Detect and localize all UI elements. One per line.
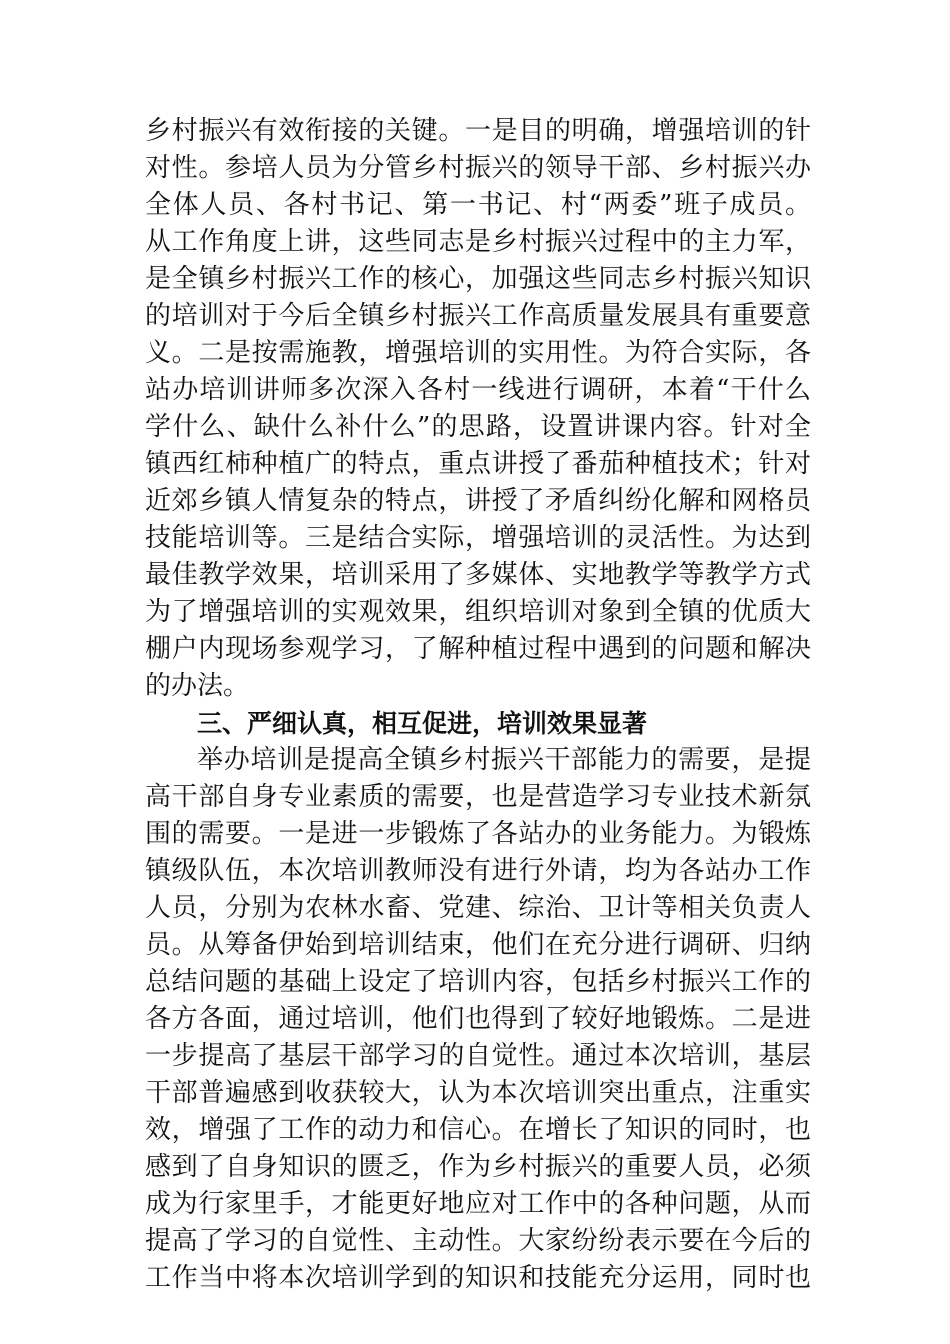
text-line: 总结问题的基础上设定了培训内容，包括乡村振兴工作的 [145, 967, 811, 997]
text-line: 为了增强培训的实观效果，组织培训对象到全镇的优质大 [145, 597, 811, 627]
paragraph [145, 742, 811, 1297]
text-line: 围的需要。一是进一步锻炼了各站办的业务能力。为锻炼 [145, 819, 811, 849]
text-line: 干部普遍感到收获较大，认为本次培训突出重点，注重实 [145, 1078, 811, 1108]
text-line: 效，增强了工作的动力和信心。在增长了知识的同时，也 [145, 1115, 811, 1145]
text-line: 员。从筹备伊始到培训结束，他们在充分进行调研、归纳 [145, 930, 811, 960]
text-line: 学什么、缺什么补什么”的思路，设置讲课内容。针对全 [145, 412, 811, 442]
section-heading: 三、严细认真，相互促进，培训效果显著 [197, 709, 648, 738]
text-line: 各方各面，通过培训，他们也得到了较好地锻炼。二是进 [145, 1004, 811, 1034]
text-line: 对性。参培人员为分管乡村振兴的领导干部、乡村振兴办 [145, 153, 811, 183]
text-line: 站办培训讲师多次深入各村一线进行调研，本着“干什么 [145, 375, 811, 405]
text-line: 近郊乡镇人情复杂的特点，讲授了矛盾纠纷化解和网格员 [145, 486, 811, 516]
text-line: 感到了自身知识的匮乏，作为乡村振兴的重要人员，必须 [145, 1152, 811, 1182]
text-line: 镇西红柿种植广的特点，重点讲授了番茄种植技术；针对 [145, 449, 811, 479]
text-line: 提高了学习的自觉性、主动性。大家纷纷表示要在今后的 [145, 1226, 811, 1256]
paragraph-continued [145, 113, 811, 705]
text-line: 举办培训是提高全镇乡村振兴干部能力的需要，是提 [197, 745, 811, 775]
text-line: 最佳教学效果，培训采用了多媒体、实地教学等教学方式 [145, 560, 811, 590]
text-line: 工作当中将本次培训学到的知识和技能充分运用，同时也 [145, 1263, 811, 1293]
text-line: 棚户内现场参观学习，了解种植过程中遇到的问题和解决 [145, 634, 811, 664]
text-line: 乡村振兴有效衔接的关键。一是目的明确，增强培训的针 [145, 116, 811, 146]
text-line: 人员，分别为农林水畜、党建、综治、卫计等相关负责人 [145, 893, 811, 923]
text-line: 义。二是按需施教，增强培训的实用性。为符合实际，各 [145, 338, 811, 368]
text-line: 的培训对于今后全镇乡村振兴工作高质量发展具有重要意 [145, 301, 811, 331]
text-line: 成为行家里手，才能更好地应对工作中的各种问题，从而 [145, 1189, 811, 1219]
document-body [145, 113, 811, 1297]
text-line: 是全镇乡村振兴工作的核心，加强这些同志乡村振兴知识 [145, 264, 811, 294]
text-line: 技能培训等。三是结合实际，增强培训的灵活性。为达到 [145, 523, 811, 553]
text-line: 从工作角度上讲，这些同志是乡村振兴过程中的主力军， [145, 227, 811, 257]
text-line: 高干部自身专业素质的需要，也是营造学习专业技术新氛 [145, 782, 811, 812]
text-line: 镇级队伍，本次培训教师没有进行外请，均为各站办工作 [145, 856, 811, 886]
text-line: 全体人员、各村书记、第一书记、村“两委”班子成员。 [145, 190, 811, 220]
text-line: 一步提高了基层干部学习的自觉性。通过本次培训，基层 [145, 1041, 811, 1071]
text-line: 的办法。 [145, 671, 250, 701]
